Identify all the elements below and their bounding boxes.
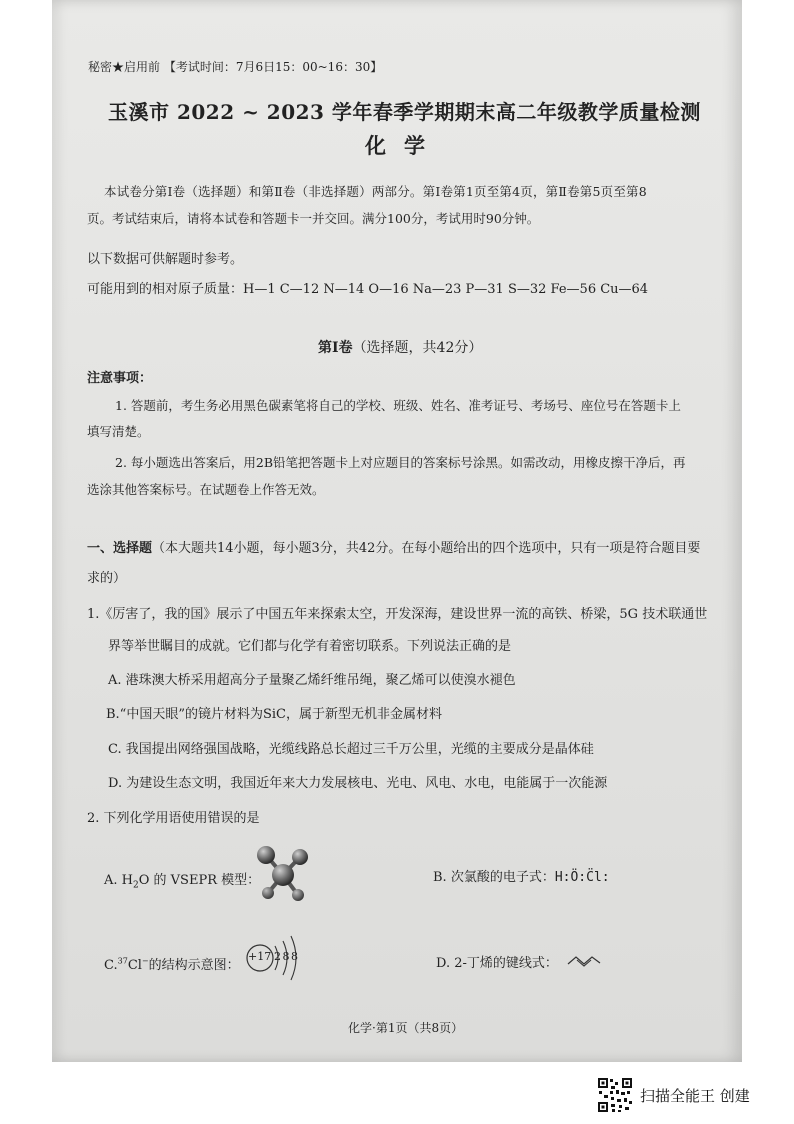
notice-item2-line1: 2. 每小题选出答案后，用2B铅笔把答题卡上对应题目的答案标号涂黑。如需改动，用橡皮擦干净后，再 (115, 455, 686, 470)
q1-option-b: B.“中国天眼”的镜片材料为SiC，属于新型无机非金属材料 (106, 707, 442, 722)
butene-skeletal-formula (567, 953, 601, 967)
qr-code-icon (597, 1077, 633, 1113)
q2-option-b (433, 866, 610, 885)
q2-c-suffix: 的结构示意图： (148, 958, 240, 973)
part1-desc-line1: （本大题共14小题，每小题3分，共42分。在每小题给出的四个选项中，只有一项是符合题目要 (152, 541, 701, 556)
data-note: 以下数据可供解题时参考。 (87, 252, 244, 267)
part1-desc-line2: 求的） (87, 571, 127, 586)
intro-line-1: 本试卷分第Ⅰ卷（选择题）和第Ⅱ卷（非选择题）两部分。第Ⅰ卷第1页至第4页，第Ⅱ卷第5页至第8 (104, 184, 647, 199)
page-footer: 化学·第1页（共8页） (348, 1021, 464, 1035)
q2-a-subscript: 2 (133, 880, 139, 891)
notice-item2-line2: 选涂其他答案标号。在试题卷上作答无效。 (87, 482, 325, 497)
q2-c-mass-number: 37 (117, 956, 128, 966)
hypochlorous-electron-formula: H:Ö:C̈l: (554, 870, 610, 885)
q1-option-c: C. 我国提出网络强国战略，光缆线路总长超过三千万公里，光缆的主要成分是晶体硅 (108, 742, 594, 757)
q2-c-charge: − (141, 956, 149, 966)
q2-c-prefix: C. (104, 958, 118, 973)
q1-option-d: D. 为建设生态文明，我国近年来大力发展核电、光电、风电、水电，电能属于一次能源 (108, 776, 608, 791)
nucleus-charge: +17 (248, 950, 272, 963)
section1-heading-desc: （选择题，共42分） (352, 340, 483, 356)
vsepr-model-image (252, 843, 314, 905)
atomic-masses: 可能用到的相对原子质量：H—1 C—12 N—14 O—16 Na—23 P—31 S—32 Fe—56 Cu—64 (87, 282, 649, 297)
part1-label: 一、选择题 (87, 541, 153, 556)
q1-stem-line2: 界等举世瞩目的成就。它们都与化学有着密切联系。下列说法正确的是 (108, 639, 512, 654)
q1-stem-line1: 1.《厉害了，我的国》展示了中国五年来探索太空，开发深海，建设世界一流的高铁、桥梁，5G 技术联通世 (87, 607, 708, 622)
q2-option-a (104, 869, 260, 891)
notice-title: 注意事项： (87, 371, 153, 386)
q2-option-d: D. 2-丁烯的键线式： (436, 956, 558, 971)
q2-a-prefix: A. H (104, 873, 133, 888)
notice-item1-line1: 1. 答题前，考生务必用黑色碳素笔将自己的学校、班级、姓名、准考证号、考场号、座位号在答题卡上 (115, 398, 681, 413)
q2-option-c (104, 954, 240, 973)
q2-b-label: B. 次氯酸的电子式： (433, 870, 555, 885)
q1-option-a: A. 港珠澳大桥采用超高分子量聚乙烯纤维吊绳，聚乙烯可以使溴水褪色 (108, 673, 516, 688)
q2-c-element: Cl (127, 958, 142, 973)
exam-title: 玉溪市 2022 ~ 2023 学年春季学期期末高二年级教学质量检测 (108, 100, 701, 124)
electron-counts: 2 8 8 (274, 950, 297, 963)
section1-heading (318, 337, 482, 357)
q2-stem: 2. 下列化学用语使用错误的是 (87, 811, 260, 826)
chloride-ion-structure-diagram (245, 929, 315, 987)
intro-line-2: 页。考试结束后，请将本试卷和答题卡一并交回。满分100分，考试用时90分钟。 (87, 211, 540, 226)
subject-title: 化学 (365, 133, 443, 158)
scanner-watermark: 扫描全能王 创建 (640, 1087, 750, 1105)
part1-heading (87, 537, 700, 556)
confidential-header: 秘密★启用前 【考试时间：7月6日15：00~16：30】 (88, 60, 383, 74)
q2-a-suffix: O 的 VSEPR 模型： (138, 873, 261, 888)
notice-item1-line2: 填写清楚。 (87, 424, 150, 439)
section1-heading-label: 第Ⅰ卷 (318, 340, 353, 356)
